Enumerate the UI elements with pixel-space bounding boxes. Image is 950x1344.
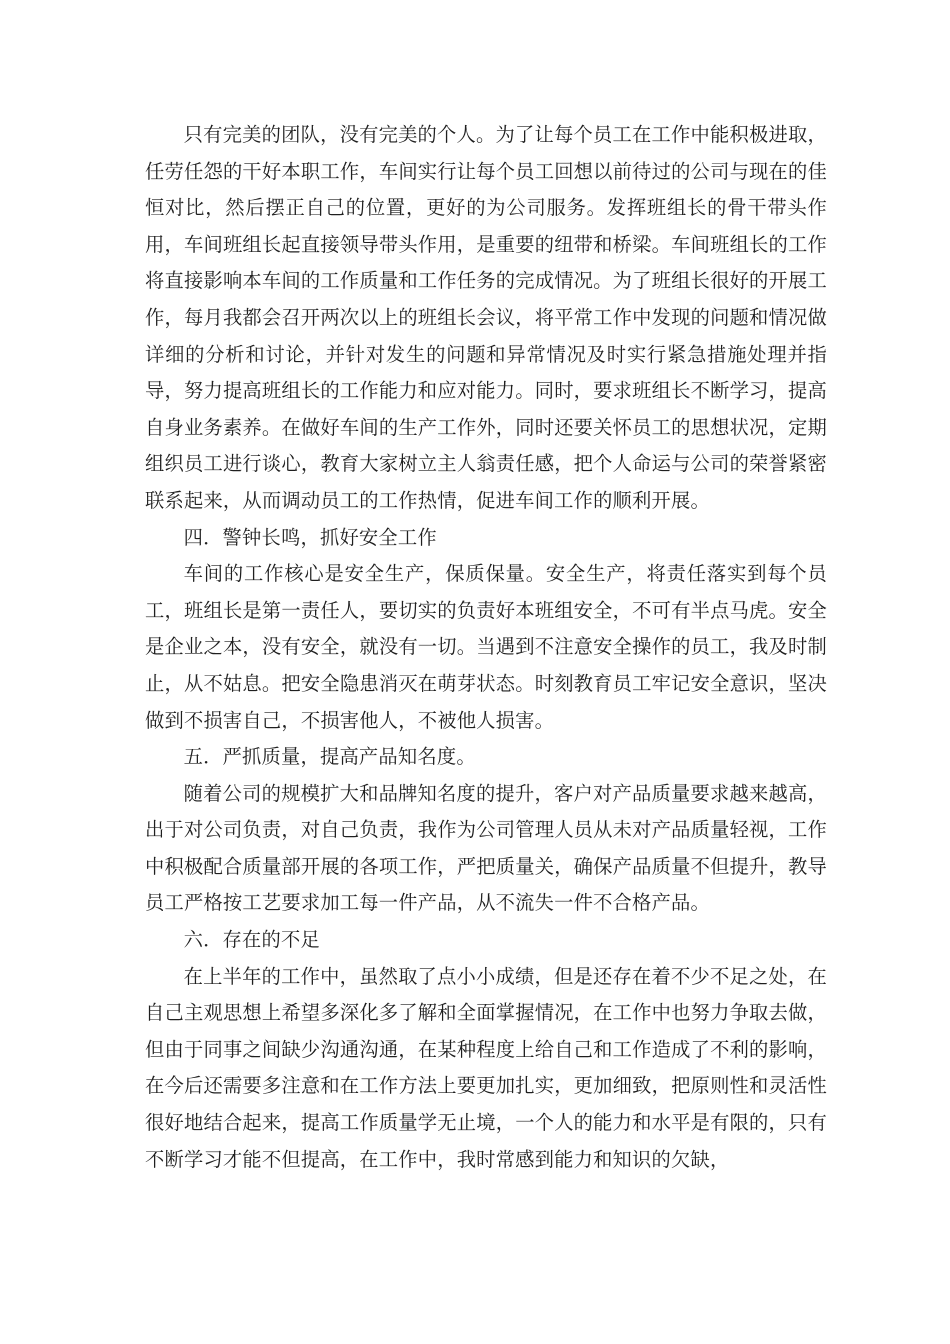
paragraph-safety: 车间的工作核心是安全生产，保质保量。安全生产，将责任落实到每个员工，班组长是第一责任人，要切实的负责好本班组安全，不可有半点马虎。安全是企业之本，没有安全，就没有一切。当遇到不注意安全操作的员工，我及时制止，从不姑息。把安全隐患消灭在萌芽状态。时刻教育员工牢记安全意识，坚决做到不损害自己，不损害他人，不被他人损害。 <box>145 562 827 732</box>
section-heading-safety: 四．警钟长鸣，抓好安全工作 <box>183 525 437 549</box>
paragraph-team-leaders: 只有完美的团队，没有完美的个人。为了让每个员工在工作中能积极进取，任劳任怨的干好本职工作，车间实行让每个员工回想以前待过的公司与现在的佳恒对比，然后摆正自己的位置，更好的为公司服务。发挥班组长的骨干带头作用，车间班组长起直接领导带头作用，是重要的纽带和桥梁。车间班组长的工作将直接影响本车间的工作质量和工作任务的完成情况。为了班组长很好的开展工作，每月我都会召开两次以上的班组长会议，将平常工作中发现的问题和情况做详细的分析和讨论，并针对发生的问题和异常情况及时实行紧急措施处理并指导，努力提高班组长的工作能力和应对能力。同时，要求班组长不断学习，提高自身业务素养。在做好车间的生产工作外，同时还要关怀员工的思想状况，定期组织员工进行谈心，教育大家树立主人翁责任感，把个人命运与公司的荣誉紧密联系起来，从而调动员工的工作热情，促进车间工作的顺利开展。 <box>145 123 827 512</box>
section-heading-quality: 五．严抓质量，提高产品知名度。 <box>183 745 476 769</box>
document-body <box>145 117 827 1178</box>
paragraph-quality: 随着公司的规模扩大和品牌知名度的提升，客户对产品质量要求越来越高，出于对公司负责，对自己负责，我作为公司管理人员从未对产品质量轻视，工作中积极配合质量部开展的各项工作，严把质量关，确保产品质量不但提升，教导员工严格按工艺要求加工每一件产品，从不流失一件不合格产品。 <box>145 781 827 915</box>
paragraph-shortcomings: 在上半年的工作中，虽然取了点小小成绩，但是还存在着不少不足之处，在自己主观思想上希望多深化多了解和全面掌握情况，在工作中也努力争取去做，但由于同事之间缺少沟通沟通，在某种程度上给自己和工作造成了不利的影响，在今后还需要多注意和在工作方法上要更加扎实，更加细致，把原则性和灵活性很好地结合起来，提高工作质量学无止境，一个人的能力和水平是有限的，只有不断学习才能不但提高，在工作中，我时常感到能力和知识的欠缺， <box>145 964 827 1171</box>
section-heading-shortcomings: 六．存在的不足 <box>183 928 320 952</box>
